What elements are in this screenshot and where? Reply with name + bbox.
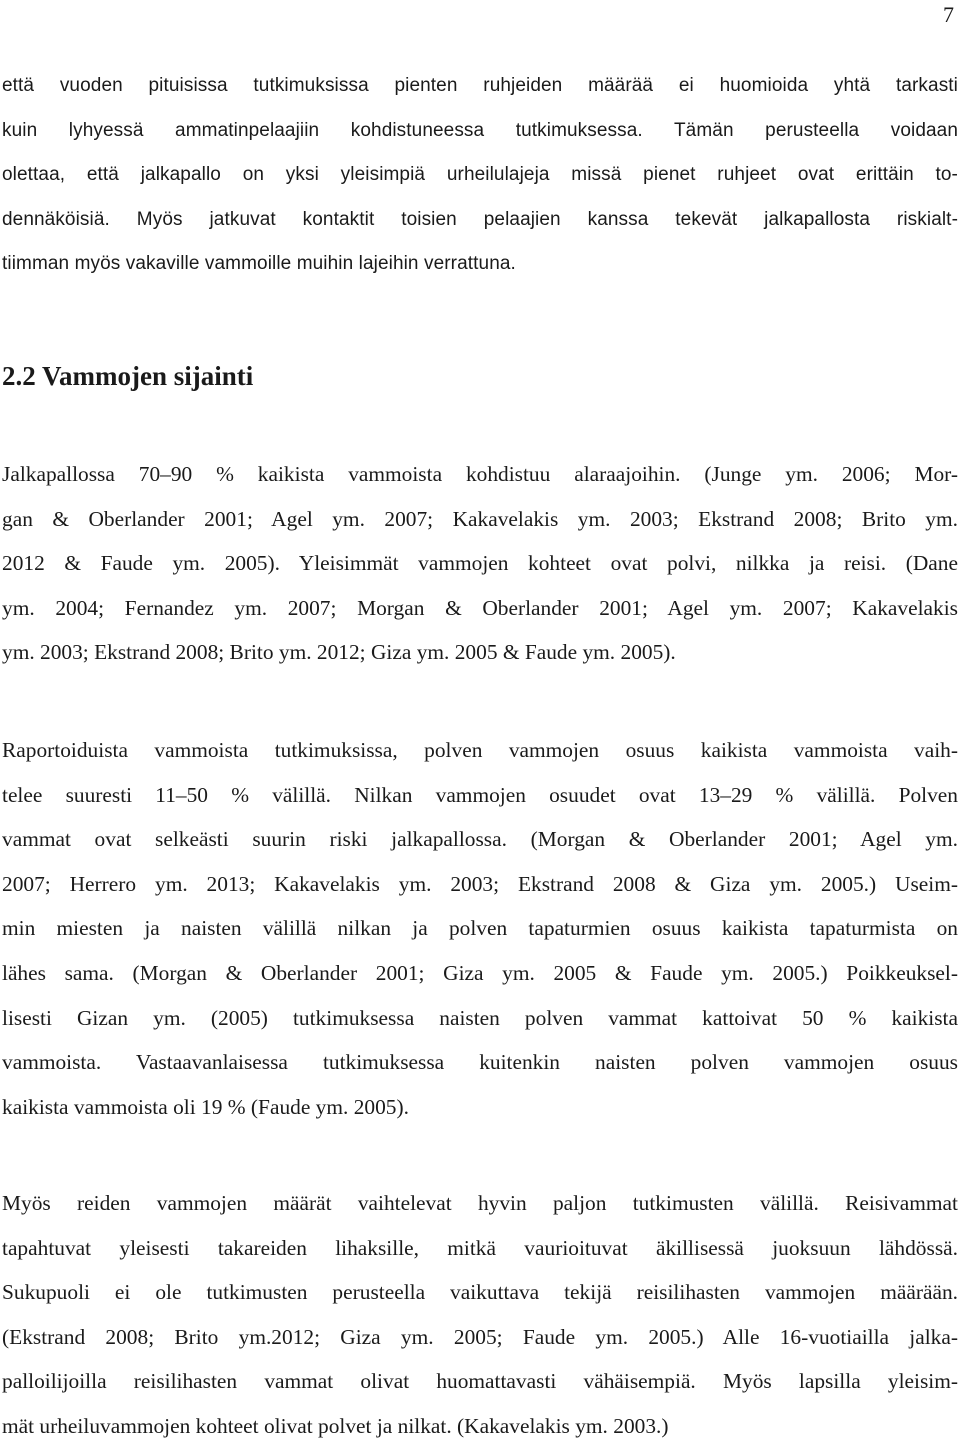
paragraph-line: palloilijoilla reisilihasten vammat olivat huomattavasti vähäisempiä. Myös lapsilla yleisim- [2, 1369, 958, 1394]
paragraph-line: lisesti Gizan ym. (2005) tutkimuksessa naisten polven vammat kattoivat 50 % kaikista [2, 1005, 958, 1030]
paragraph-3 [2, 728, 958, 1129]
paragraph-line: Jalkapallossa 70–90 % kaikista vammoista kohdistuu alaraajoihin. (Junge ym. 2006; Mor- [2, 462, 958, 486]
paragraph-line: mät urheiluvammojen kohteet olivat polvet ja nilkat. (Kakavelakis ym. 2003.) [2, 1413, 669, 1438]
paragraph-line: min miesten ja naisten välillä nilkan ja polven tapaturmien osuus kaikista tapaturmista on [2, 916, 958, 941]
paragraph-line: dennäköisiä. Myös jatkuvat kontaktit toisien pelaajien kanssa tekevät jalkapallosta riskialt- [2, 208, 958, 230]
paragraph-line: telee suuresti 11–50 % välillä. Nilkan vammojen osuudet ovat 13–29 % välillä. Polven [2, 782, 958, 807]
paragraph-line: olettaa, että jalkapallo on yksi yleisimpiä urheilulajeja missä pienet ruhjeet ovat erittäin to- [2, 164, 958, 186]
paragraph-line: ym. 2004; Fernandez ym. 2007; Morgan & Oberlander 2001; Agel ym. 2007; Kakavelakis [2, 595, 958, 620]
paragraph-line: Sukupuoli ei ole tutkimusten perusteella vaikuttava tekijä reisilihasten vammojen määrään. [2, 1280, 958, 1305]
paragraph-line: Raportoiduista vammoista tutkimuksissa, polven vammojen osuus kaikista vammoista vaih- [2, 738, 958, 762]
paragraph-line: (Ekstrand 2008; Brito ym.2012; Giza ym. 2005; Faude ym. 2005.) Alle 16-vuotiailla jalka- [2, 1324, 958, 1349]
paragraph-line: että vuoden pituisissa tutkimuksissa pienten ruhjeiden määrää ei huomioida yhtä tarkasti [2, 75, 958, 96]
paragraph-4 [2, 1181, 958, 1449]
paragraph-line: vammoista. Vastaavanlaisessa tutkimuksessa kuitenkin naisten polven vammojen osuus [2, 1050, 958, 1075]
paragraph-line: ym. 2003; Ekstrand 2008; Brito ym. 2012; Giza ym. 2005 & Faude ym. 2005). [2, 640, 676, 665]
paragraph-line: lähes sama. (Morgan & Oberlander 2001; Giza ym. 2005 & Faude ym. 2005.) Poikkeuksel- [2, 960, 958, 985]
paragraph-1 [2, 64, 958, 287]
paragraph-line: 2007; Herrero ym. 2013; Kakavelakis ym. 2003; Ekstrand 2008 & Giza ym. 2005.) Useim- [2, 871, 958, 896]
paragraph-line: tapahtuvat yleisesti takareiden lihaksille, mitkä vaurioituvat äkillisessä juoksuun lähdössä. [2, 1235, 958, 1260]
paragraph-line: vammat ovat selkeästi suurin riski jalkapallossa. (Morgan & Oberlander 2001; Agel ym. [2, 827, 958, 852]
page-number: 7 [943, 2, 954, 27]
paragraph-line: kuin lyhyessä ammatinpelaajiin kohdistuneessa tutkimuksessa. Tämän perusteella voidaan [2, 119, 958, 141]
paragraph-line: Myös reiden vammojen määrät vaihtelevat hyvin paljon tutkimusten välillä. Reisivammat [2, 1191, 958, 1215]
section-heading: 2.2 Vammojen sijainti [2, 361, 254, 391]
paragraph-line: kaikista vammoista oli 19 % (Faude ym. 2005). [2, 1094, 409, 1119]
paragraph-line: gan & Oberlander 2001; Agel ym. 2007; Kakavelakis ym. 2003; Ekstrand 2008; Brito ym. [2, 506, 958, 531]
paragraph-2 [2, 452, 958, 675]
paragraph-line: 2012 & Faude ym. 2005). Yleisimmät vammojen kohteet ovat polvi, nilkka ja reisi. (Dane [2, 551, 958, 576]
paragraph-line: tiimman myös vakaville vammoille muihin lajeihin verrattuna. [2, 253, 516, 275]
